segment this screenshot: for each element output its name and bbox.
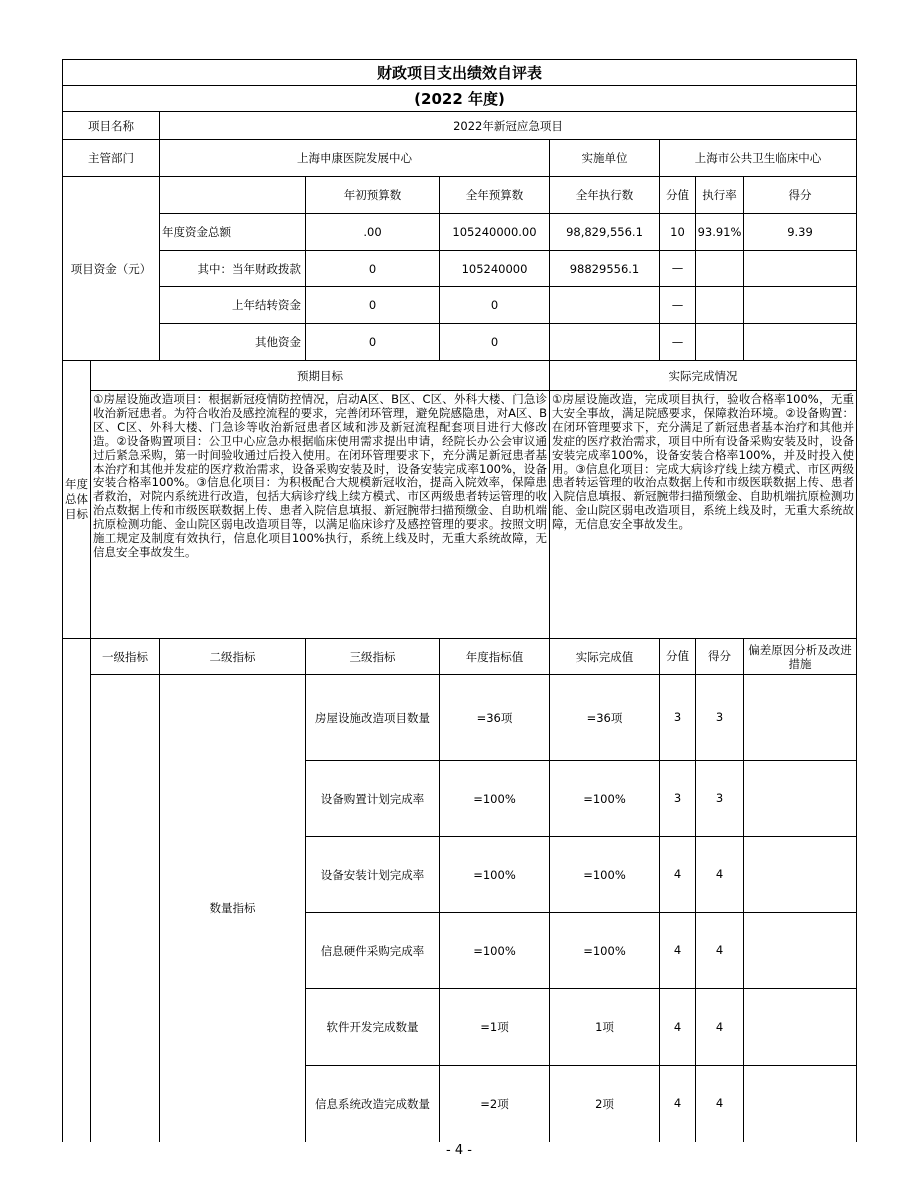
ind-row-deviation [744,675,857,761]
ind-row-target: =100% [440,913,550,989]
funds-cell: 105240000.00 [440,214,550,251]
ind-row-deviation [744,761,857,837]
funds-cell: 0 [440,287,550,324]
ind-row-target: =2项 [440,1066,550,1142]
ind-row-target: =1项 [440,989,550,1066]
funds-cell: — [660,287,696,324]
funds-cell: .00 [306,214,440,251]
funds-cell: 98,829,556.1 [550,214,660,251]
ind-row-name: 信息硬件采购完成率 [306,913,440,989]
ind-row-actual: =100% [550,837,660,913]
project-name-label: 项目名称 [63,112,160,140]
ind-row-score-value: 3 [660,761,696,837]
ind-row-deviation [744,837,857,913]
ind-row-score-value: 4 [660,1066,696,1142]
funds-cell: 105240000 [440,251,550,287]
funds-col-score-value: 分值 [660,177,696,214]
funds-cell: 10 [660,214,696,251]
performance-table [62,59,857,1142]
ind-row-score-value: 4 [660,913,696,989]
ind-row-deviation [744,913,857,989]
funds-cell: 0 [440,324,550,361]
funds-cell [696,287,744,324]
ind-row-name: 软件开发完成数量 [306,989,440,1066]
ind-row-score-value: 4 [660,989,696,1066]
funds-row-label: 年度资金总额 [160,214,306,251]
funds-cell: 0 [306,287,440,324]
funds-cell: — [660,251,696,287]
ind-row-score: 4 [696,989,744,1066]
ind-row-name: 信息系统改造完成数量 [306,1066,440,1142]
funds-row-label: 其中：当年财政拨款 [160,251,306,287]
funds-col-score: 得分 [744,177,857,214]
ind-row-actual: =36项 [550,675,660,761]
ind-row-name: 设备安装计划完成率 [306,837,440,913]
funds-col-annual: 全年预算数 [440,177,550,214]
ind-row-target: =100% [440,761,550,837]
dept-value: 上海申康医院发展中心 [160,140,550,177]
ind-row-score: 3 [696,675,744,761]
ind-row-actual: =100% [550,761,660,837]
ind-row-score: 4 [696,913,744,989]
goals-actual-text: ①房屋设施改造，完成项目执行，验收合格率100%，无重大安全事故，满足院感要求，保障救治环境。②设备购置：在闭环管理要求下，充分满足了新冠患者基本治疗和其他并发症的医疗救治需求，项目中所有设备采购安装及时，设备安装完成率100%，设备安装合格率100%，并及时投入使用。③信息化项目：完成大病诊疗线上续方模式、市区两级患者转运管理的收治点数据上传和市级医联数据上传、患者入院信息填报、新冠腕带扫描预缴金、自助机端抗原检测功能、金山院区弱电改造项目，系统上线及时，无重大系统故障，无信息安全事故发生。 [550,391,857,639]
ind-row-score-value: 4 [660,837,696,913]
goals-expected-header: 预期目标 [91,361,550,391]
ind-header-level3: 三级指标 [306,639,440,675]
project-name-value: 2022年新冠应急项目 [160,112,857,140]
funds-cell [744,287,857,324]
funds-cell [550,287,660,324]
ind-header-level2: 二级指标 [160,639,306,675]
ind-row-actual: =100% [550,913,660,989]
funds-row-label: 其他资金 [160,324,306,361]
funds-col-rate: 执行率 [696,177,744,214]
ind-row-name: 设备购置计划完成率 [306,761,440,837]
ind-row-actual: 1项 [550,989,660,1066]
ind-header-score-value: 分值 [660,639,696,675]
funds-col-executed: 全年执行数 [550,177,660,214]
funds-cell [696,251,744,287]
ind-row-deviation [744,989,857,1066]
ind-header-score: 得分 [696,639,744,675]
funds-header-blank [160,177,306,214]
funds-cell [696,324,744,361]
ind-row-name: 房屋设施改造项目数量 [306,675,440,761]
ind-header-target: 年度指标值 [440,639,550,675]
impl-label: 实施单位 [550,140,660,177]
ind-header-deviation: 偏差原因分析及改进措施 [744,639,857,675]
table-year: (2022 年度) [63,86,857,112]
ind-row-actual: 2项 [550,1066,660,1142]
funds-section-label: 项目资金（元） [63,177,160,361]
funds-cell: 98829556.1 [550,251,660,287]
page-number: - 4 - [446,1143,472,1158]
ind-row-score-value: 3 [660,675,696,761]
funds-cell [744,251,857,287]
ind-row-target: =100% [440,837,550,913]
table-title: 财政项目支出绩效自评表 [63,60,857,86]
ind-header-level1: 一级指标 [91,639,160,675]
ind-row-score: 4 [696,837,744,913]
funds-cell [744,324,857,361]
ind-level2-label: 数量指标 [160,675,306,1142]
funds-col-initial: 年初预算数 [306,177,440,214]
ind-row-score: 3 [696,761,744,837]
ind-row-deviation [744,1066,857,1142]
funds-cell: 93.91% [696,214,744,251]
ind-row-target: =36项 [440,675,550,761]
goals-expected-text: ①房屋设施改造项目：根据新冠疫情防控情况，启动A区、B区、C区、外科大楼、门急诊收治新冠患者。为符合收治及感控流程的要求，完善闭环管理，避免院感隐患，对A区、B区、C区、外科大楼、门急诊等收治新冠患者区域和涉及新冠流程配套项目进行大修改造。②设备购置项目：公卫中心应急办根据临床使用需求提出申请，经院长办公会审议通过后紧急采购，第一时间验收通过后投入使用。在闭环管理要求下，充分满足新冠患者基本治疗和其他并发症的医疗救治需求，设备采购安装及时，设备安装完成率100%，设备安装合格率100%。③信息化项目：为积极配合大规模新冠收治，提高入院效率，保障患者救治，对院内系统进行改造，包括大病诊疗线上续方模式、市区两级患者转运管理的收治点数据上传和市级医联数据上传、患者入院信息填报、新冠腕带扫描预缴金、自助机端抗原检测功能、金山院区弱电改造项目等，以满足临床诊疗及感控管理的要求。按照文明施工规定及制度有效执行，信息化项目100%执行，系统上线及时，无重大系统故障，无信息安全事故发生。 [91,391,550,639]
dept-label: 主管部门 [63,140,160,177]
ind-header-actual: 实际完成值 [550,639,660,675]
ind-row-score: 4 [696,1066,744,1142]
funds-cell: — [660,324,696,361]
funds-row-label: 上年结转资金 [160,287,306,324]
goals-actual-header: 实际完成情况 [550,361,857,391]
goals-section-label: 年度总体目标 [63,361,91,639]
funds-cell: 9.39 [744,214,857,251]
impl-value: 上海市公共卫生临床中心 [660,140,857,177]
funds-cell: 0 [306,251,440,287]
funds-cell: 0 [306,324,440,361]
funds-cell [550,324,660,361]
ind-level1-cell [91,675,160,1142]
indicator-side-blank [63,639,91,1142]
